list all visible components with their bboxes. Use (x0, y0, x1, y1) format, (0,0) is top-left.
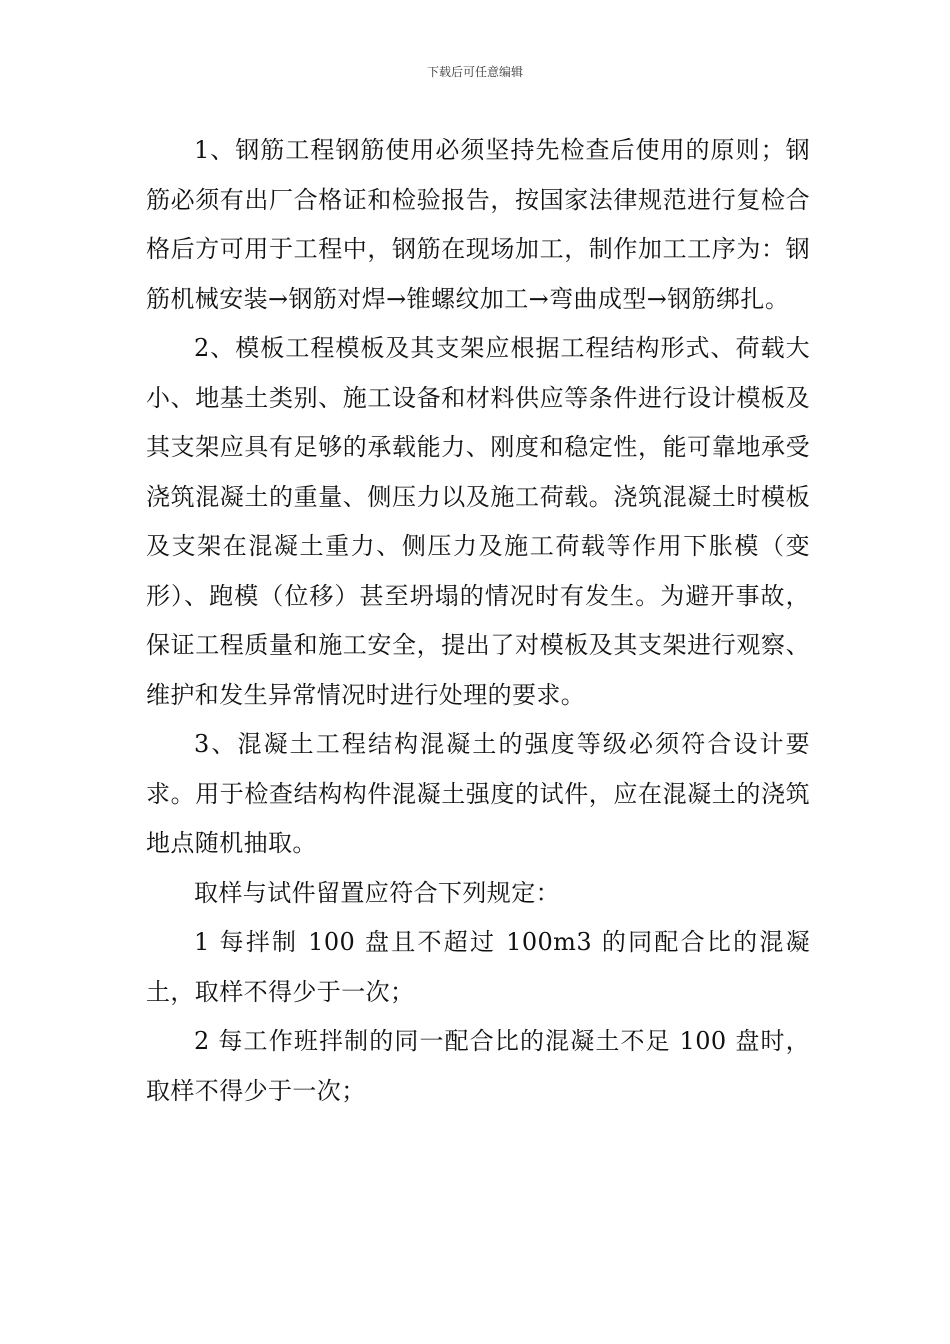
paragraph-concrete-work: 3、混凝土工程结构混凝土的强度等级必须符合设计要求。用于检查结构构件混凝土强度的试件，应在混凝土的浇筑地点随机抽取。 (146, 730, 810, 857)
paragraph-sampling-rules-intro: 取样与试件留置应符合下列规定： (194, 878, 560, 907)
document-body (146, 126, 810, 1116)
paragraph-sampling-rule-2: 2 每工作班拌制的同一配合比的混凝土不足 100 盘时，取样不得少于一次； (146, 1027, 810, 1105)
paragraph-formwork: 2、模板工程模板及其支架应根据工程结构形式、荷载大小、地基土类别、施工设备和材料供应等条件进行设计模板及其支架应具有足够的承载能力、刚度和稳定性，能可靠地承受浇筑混凝土的重量、侧压力以及施工荷载。浇筑混凝土时模板及支架在混凝土重力、侧压力及施工荷载等作用下胀模（变形）、跑模（位移）甚至坍塌的情况时有发生。为避开事故，保证工程质量和施工安全，提出了对模板及其支架进行观察、维护和发生异常情况时进行处理的要求。 (146, 334, 810, 709)
paragraph-sampling-rule-1: 1 每拌制 100 盘且不超过 100m3 的同配合比的混凝土，取样不得少于一次； (146, 928, 810, 1006)
paragraph-steel-work: 1、钢筋工程钢筋使用必须坚持先检查后使用的原则；钢筋必须有出厂合格证和检验报告，按国家法律规范进行复检合格后方可用于工程中，钢筋在现场加工，制作加工工序为：钢筋机械安装→钢筋对焊→锥螺纹加工→弯曲成型→钢筋绑扎。 (146, 136, 810, 313)
page-header: 下载后可任意编辑 (426, 65, 523, 79)
